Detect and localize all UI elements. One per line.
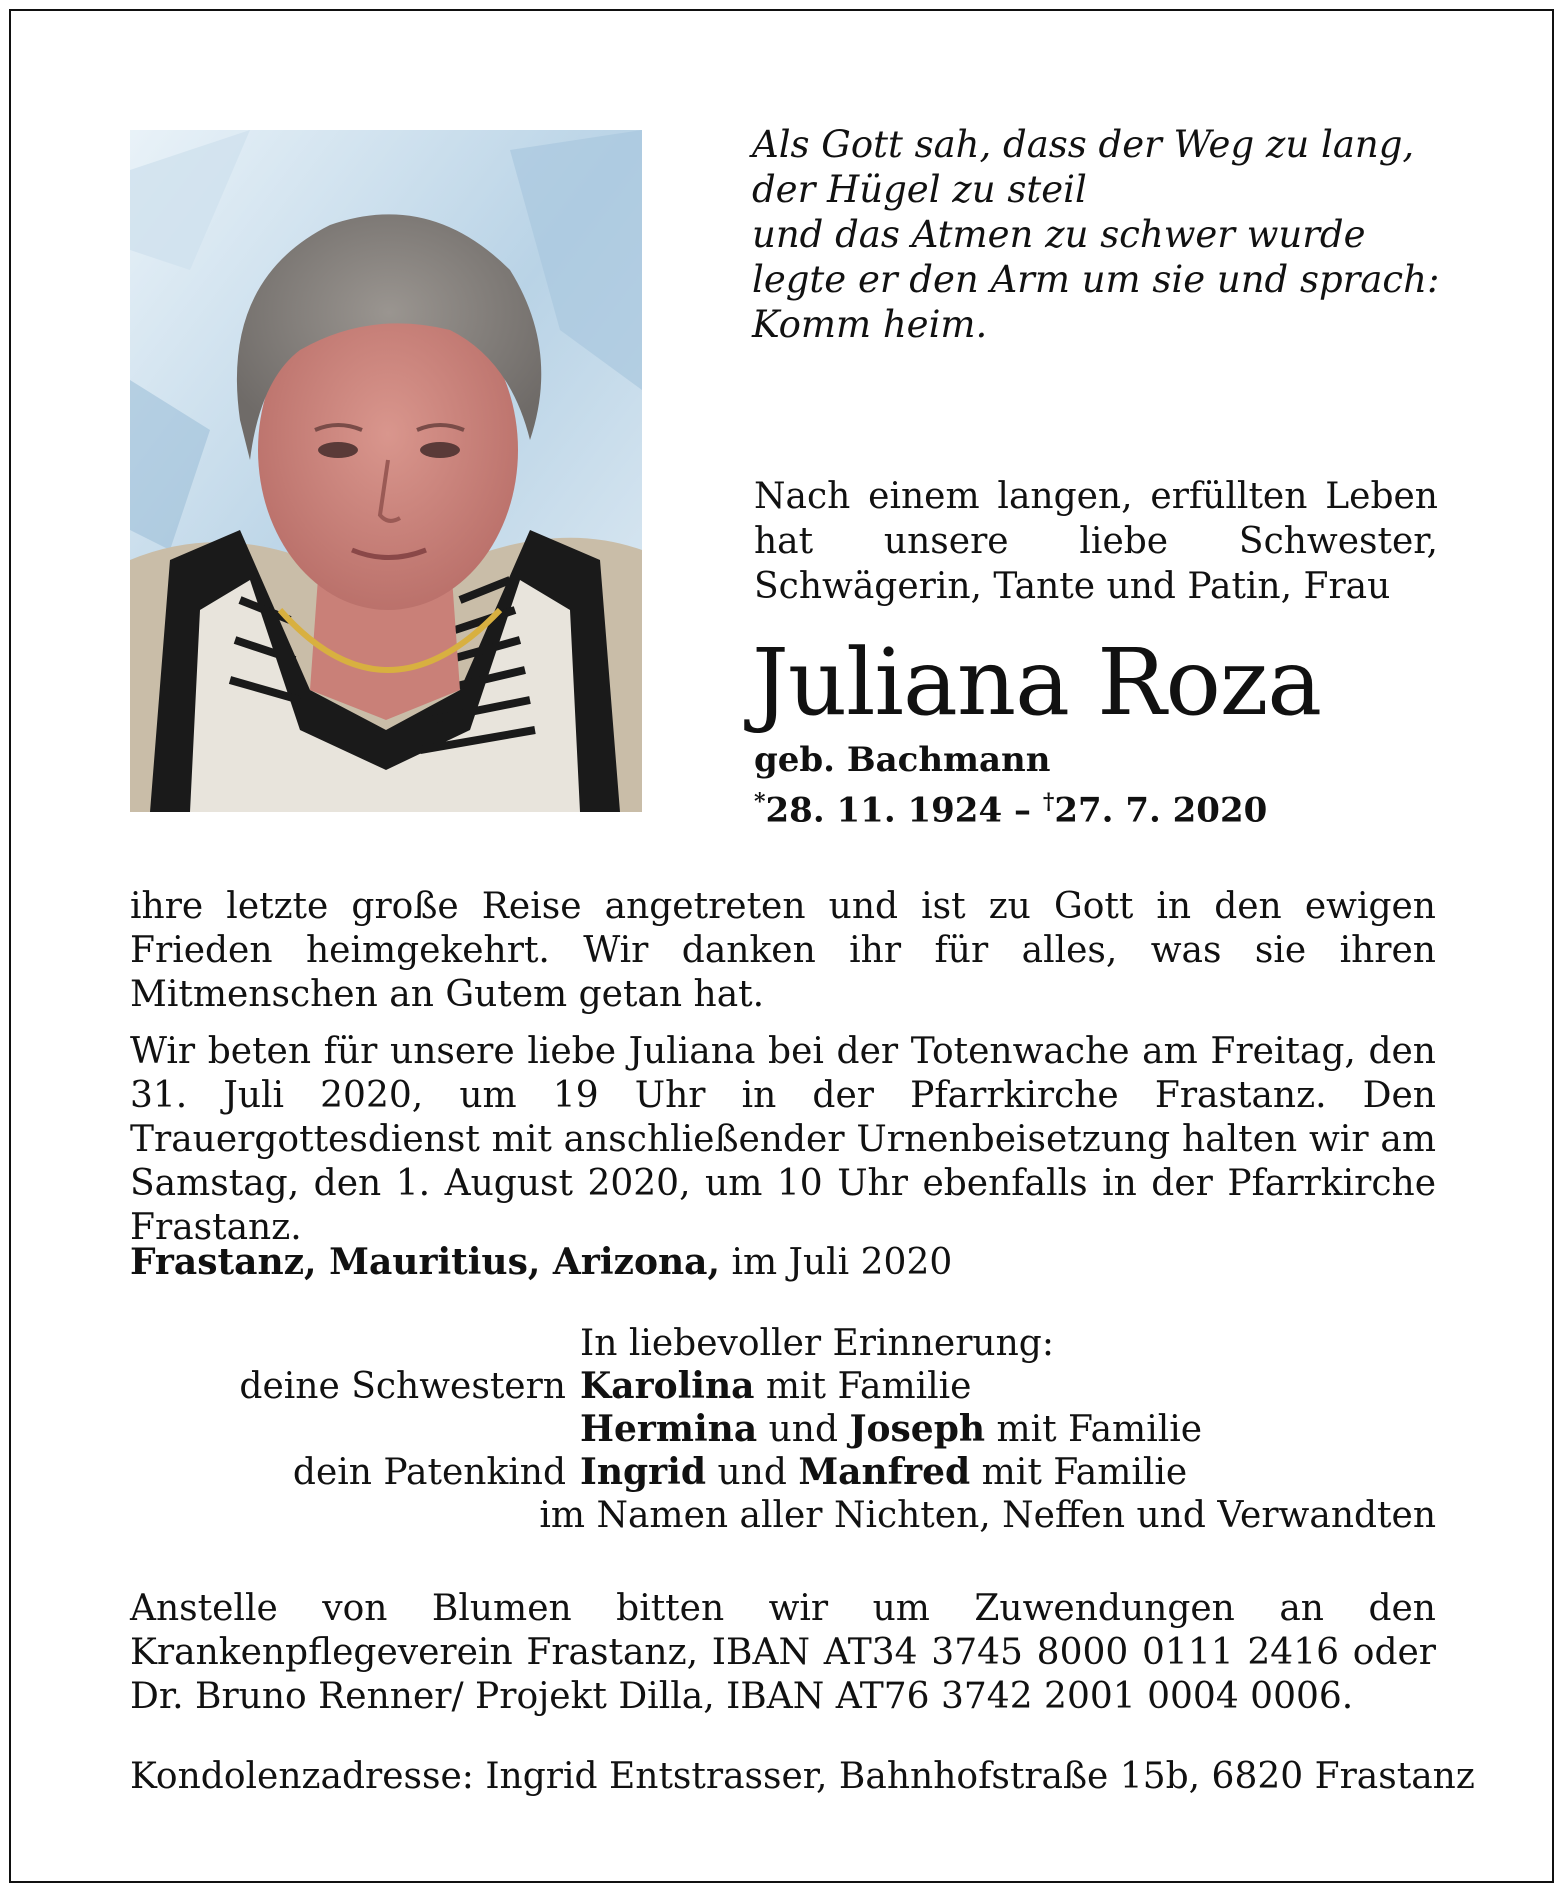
poem-line: der Hügel zu steil bbox=[752, 168, 1087, 211]
poem-line: Als Gott sah, dass der Weg zu lang, bbox=[752, 123, 1415, 166]
relative-conj: und bbox=[717, 1452, 787, 1493]
date-separator: – bbox=[1002, 790, 1043, 831]
memory-heading: In liebevoller Erinnerung: bbox=[580, 1323, 1054, 1364]
relation-label: deine Schwestern bbox=[239, 1366, 566, 1407]
place-date bbox=[130, 1240, 952, 1285]
relative-name: Hermina bbox=[580, 1408, 758, 1450]
birth-mark: * bbox=[754, 789, 766, 815]
poem-line: und das Atmen zu schwer wurde bbox=[752, 213, 1366, 256]
relative-suffix: mit Familie bbox=[981, 1452, 1188, 1493]
portrait-photo bbox=[130, 130, 642, 812]
memory-row bbox=[130, 1408, 1436, 1451]
memory-closing: im Namen aller Nichten, Neffen und Verwandten bbox=[539, 1495, 1436, 1536]
poem bbox=[752, 122, 1452, 347]
memory-section bbox=[130, 1322, 1436, 1537]
relative-name: Manfred bbox=[798, 1451, 971, 1493]
place-month: im Juli 2020 bbox=[731, 1242, 953, 1283]
birth-date: 28. 11. 1924 bbox=[765, 790, 1003, 831]
poem-line: legte er den Arm um sie und sprach: bbox=[752, 258, 1440, 301]
relative-suffix: mit Familie bbox=[765, 1366, 972, 1407]
donation-text: Anstelle von Blumen bitten wir um Zuwendungen an den Krankenpflegeverein Frastanz, IBAN AT34 3745 8000 0111 2416 oder Dr. Bruno Renner/ Projekt Dilla, IBAN AT76 3742 2001 0004 0006. bbox=[130, 1588, 1436, 1717]
born-name: geb. Bachmann bbox=[754, 740, 1051, 780]
condolence-address: Kondolenzadresse: Ingrid Entstrasser, Bahnhofstraße 15b, 6820 Frastanz bbox=[130, 1756, 1475, 1797]
relative-name: Ingrid bbox=[580, 1451, 706, 1493]
place-locations: Frastanz, Mauritius, Arizona, bbox=[130, 1241, 720, 1283]
relative-name: Karolina bbox=[580, 1365, 755, 1407]
memory-row bbox=[130, 1451, 1436, 1494]
poem-line: Komm heim. bbox=[752, 303, 988, 346]
relation-label bbox=[130, 1408, 580, 1451]
deceased-name: Juliana Roza bbox=[752, 629, 1322, 736]
portrait-illustration bbox=[130, 130, 642, 812]
relative-conj: und bbox=[768, 1409, 839, 1450]
paragraph-service: Wir beten für unsere liebe Juliana bei der Totenwache am Freitag, den 31. Juli 2020, um 19 Uhr in der Pfarrkirche Frastanz. Den Trauergottesdienst mit anschließender Urnenbeisetzung halten wir am Samstag, den 1. August 2020, um 10 Uhr ebenfalls in der Pfarrkirche Frastanz. bbox=[130, 1031, 1436, 1248]
relative-name: Joseph bbox=[849, 1408, 986, 1450]
memory-row bbox=[130, 1365, 1436, 1408]
intro-text: Nach einem langen, erfüllten Leben hat unsere liebe Schwester, Schwägerin, Tante und Patin, Frau bbox=[754, 476, 1438, 607]
life-dates bbox=[754, 782, 1267, 830]
paragraph-farewell: ihre letzte große Reise angetreten und ist zu Gott in den ewigen Frieden heimgekehrt. Wir danken ihr für alles, was sie ihren Mitmenschen an Gutem getan hat. bbox=[130, 886, 1436, 1015]
death-mark: † bbox=[1042, 789, 1055, 815]
relation-label: dein Patenkind bbox=[292, 1452, 566, 1493]
death-date: 27. 7. 2020 bbox=[1054, 790, 1268, 831]
relative-suffix: mit Familie bbox=[996, 1409, 1203, 1450]
